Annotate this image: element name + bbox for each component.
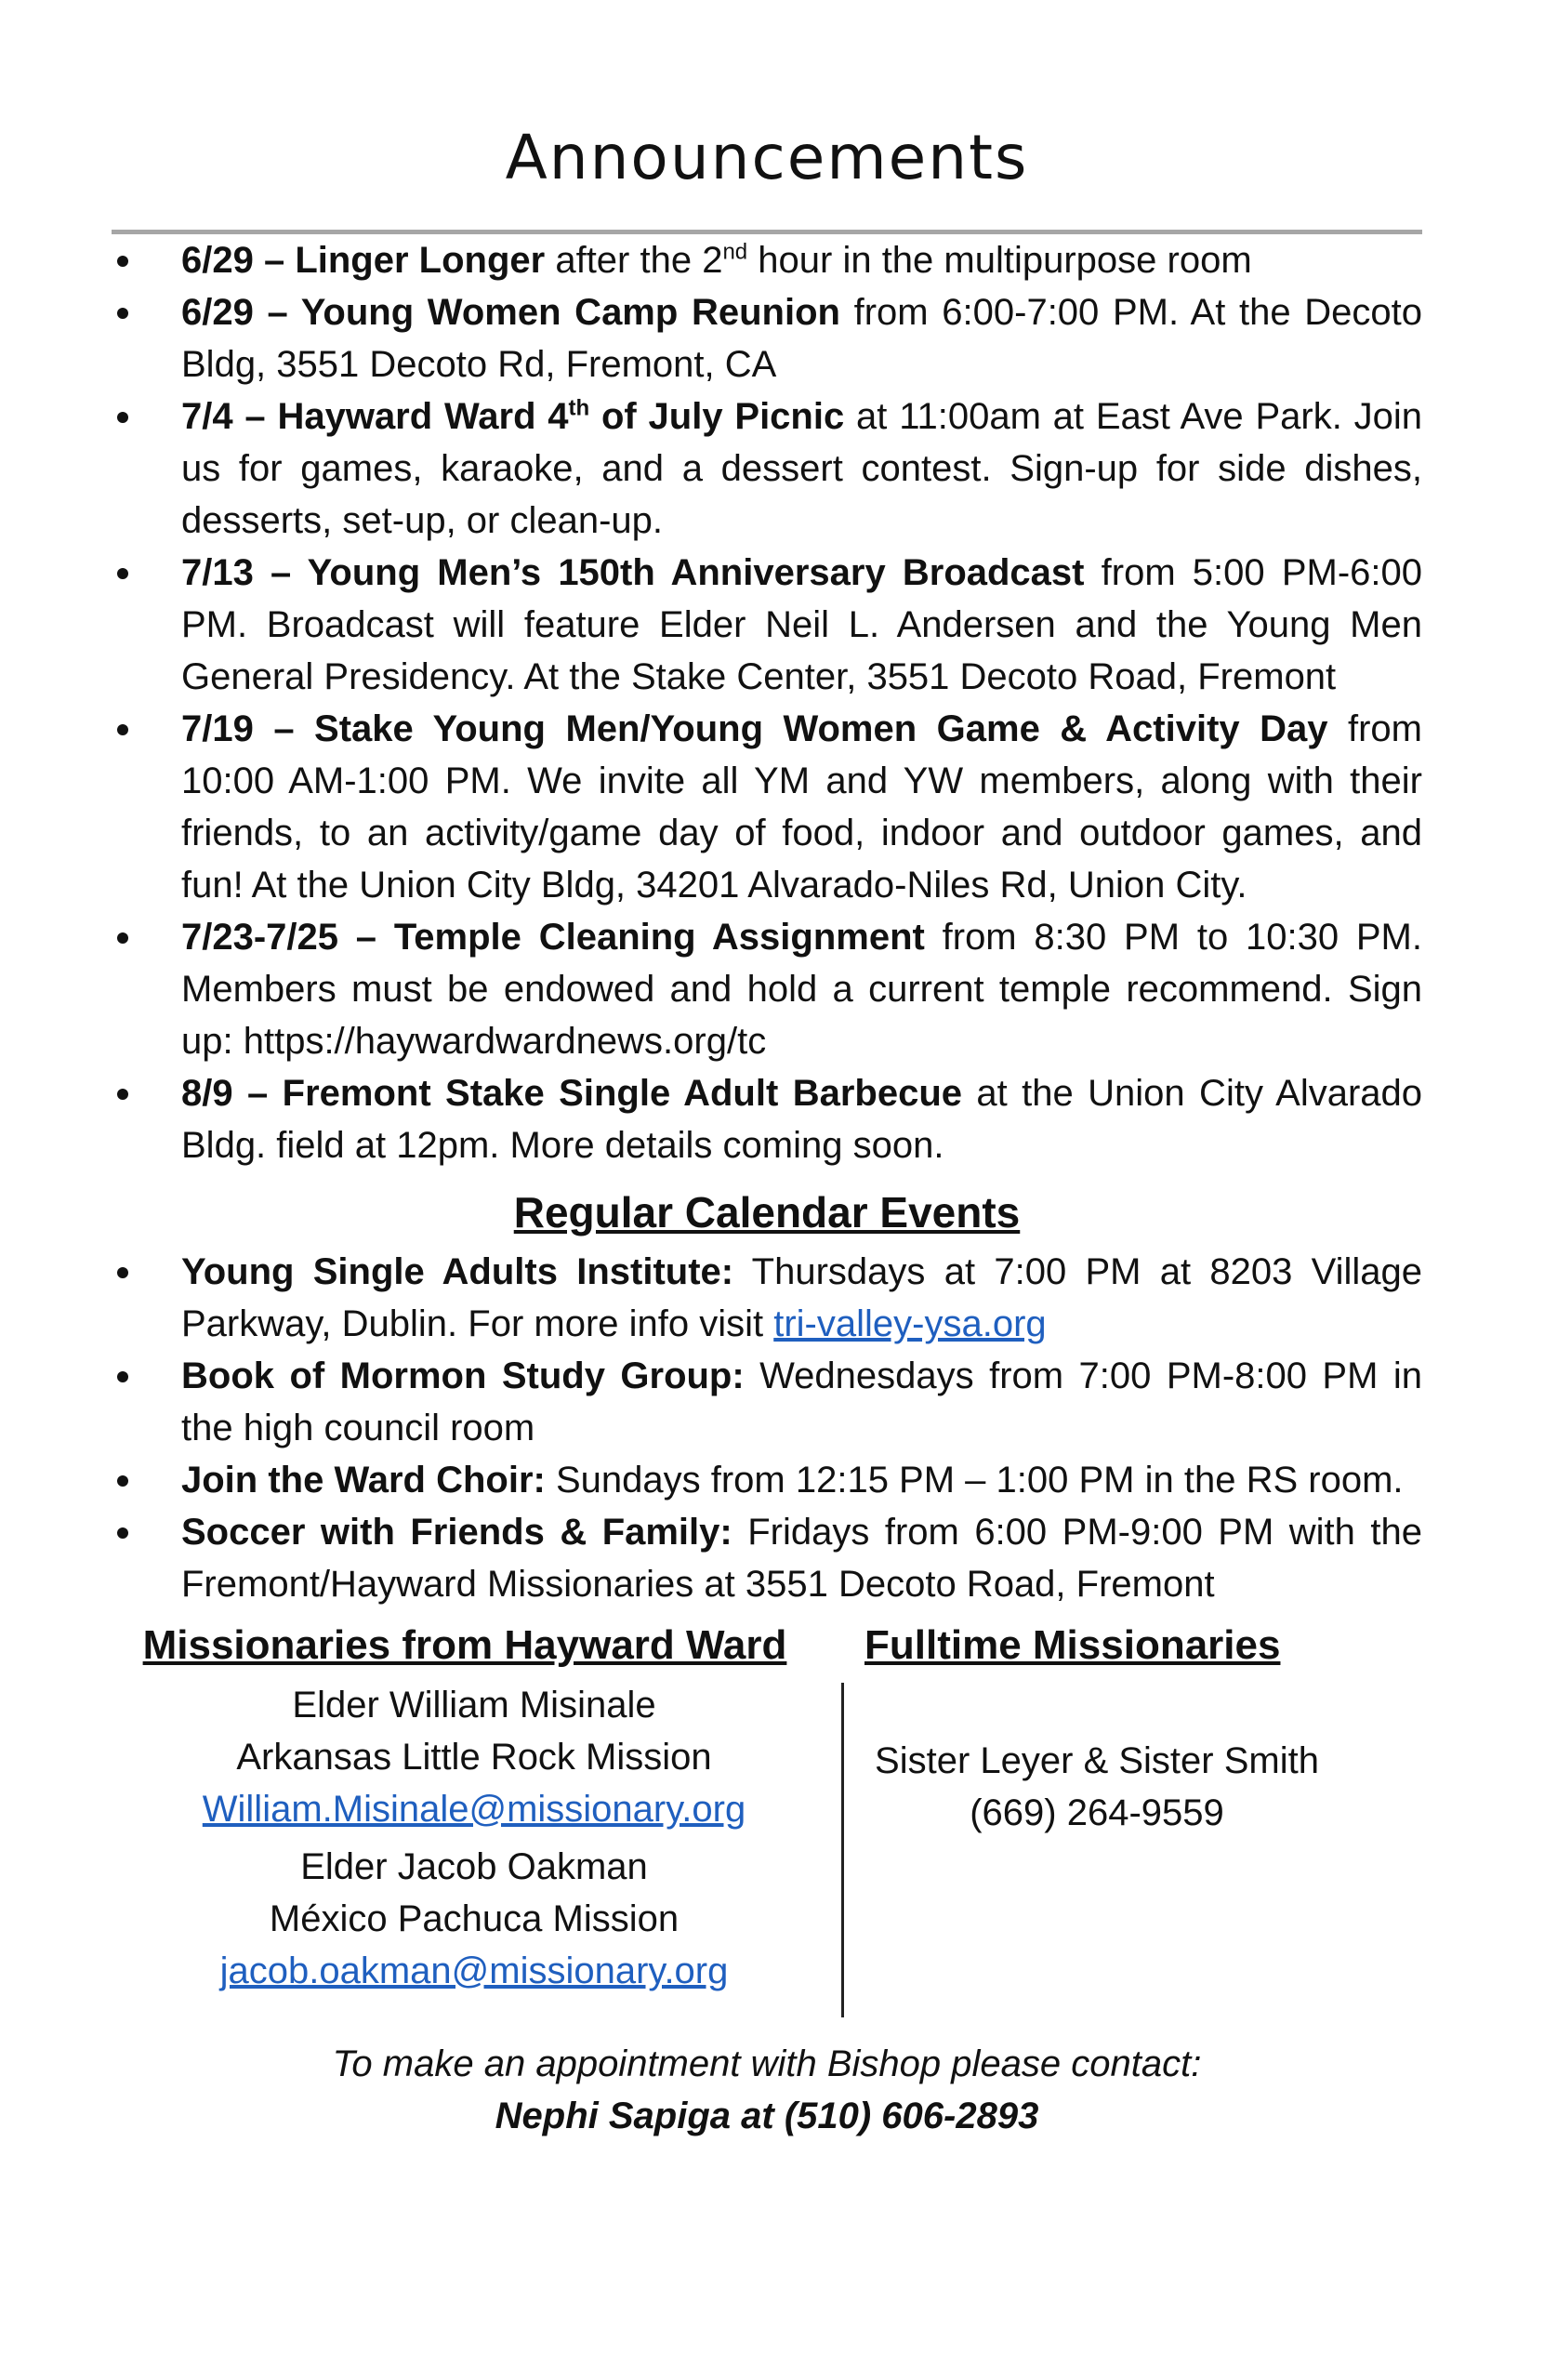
missionary-email-link[interactable]: William.Misinale@missionary.org	[202, 1789, 746, 1830]
announcement-item	[112, 286, 1422, 390]
event-text: Wednesdays from 7:00 PM-8:00 PM in the high council room	[181, 1355, 1422, 1448]
announcement-item	[112, 547, 1422, 703]
announcement-title: 7/13 – Young Men’s 150th Anniversary Broadcast	[181, 552, 1085, 593]
page-title: Announcements	[505, 122, 1029, 193]
missionary-entry	[112, 1841, 837, 1997]
announcement-title: 7/23-7/25 – Temple Cleaning Assignment	[181, 917, 925, 958]
announcement-text: from 5:00 PM-6:00 PM. Broadcast will feature Elder Neil L. Andersen and the Young Men General Presidency. At the Stake Center, 3551 Decoto Road, Fremont	[181, 552, 1422, 697]
announcement-text: at the Union City Alvarado Bldg. field at 12pm. More details coming soon.	[181, 1073, 1423, 1166]
regular-events-list	[112, 1246, 1422, 1610]
announcement-title: 6/29 – Linger Longer	[181, 240, 546, 281]
event-title: Soccer with Friends & Family:	[181, 1512, 732, 1553]
missionary-mission: Arkansas Little Rock Mission	[236, 1737, 712, 1778]
announcement-title: 7/4 – Hayward Ward 4th of July Picnic	[181, 395, 845, 437]
newsletter-page	[112, 0, 1422, 2142]
announcement-item	[112, 1067, 1422, 1171]
event-text: Sundays from 12:15 PM – 1:00 PM in the RS room.	[545, 1460, 1404, 1501]
missionaries-section	[112, 1618, 1422, 2017]
missionary-entry	[112, 1679, 837, 1835]
regular-event-item	[112, 1350, 1422, 1454]
announcement-text: hour in the multipurpose room	[747, 240, 1252, 281]
bishop-contact-line: To make an appointment with Bishop please contact:	[332, 2043, 1202, 2084]
bishop-contact-name: Nephi Sapiga at (510) 606-2893	[495, 2096, 1039, 2136]
regular-events-heading: Regular Calendar Events	[513, 1188, 1021, 1236]
regular-event-item	[112, 1246, 1422, 1350]
bishop-contact	[112, 2038, 1422, 2142]
announcement-item	[112, 390, 1422, 547]
regular-event-item	[112, 1506, 1422, 1610]
announcement-item: 6/29 – Linger Longer after the 2nd hour in the multipurpose room	[112, 234, 1422, 286]
ward-missionaries-column	[112, 1618, 837, 2003]
announcement-text: at 11:00am at East Ave Park. Join us for games, karaoke, and a dessert contest. Sign-up for side dishes, desserts, set-up, or clean-up.	[181, 396, 1423, 541]
missionary-email-link[interactable]: jacob.oakman@missionary.org	[219, 1950, 729, 1991]
fulltime-missionaries-phone: (669) 264-9559	[970, 1792, 1224, 1833]
fulltime-missionaries-names: Sister Leyer & Sister Smith	[875, 1740, 1319, 1781]
event-title: Book of Mormon Study Group:	[181, 1355, 745, 1396]
ysa-website-link[interactable]: tri-valley-ysa.org	[773, 1303, 1047, 1344]
announcements-list	[112, 234, 1422, 1171]
ward-missionaries-heading: Missionaries from Hayward Ward	[142, 1622, 787, 1668]
announcement-title: 7/19 – Stake Young Men/Young Women Game & Activity Day	[181, 708, 1328, 749]
announcement-text: from 8:30 PM to 10:30 PM. Members must be endowed and hold a current temple recommend. Sign up: https://haywardwardnews.org/tc	[181, 917, 1422, 1062]
event-text: Fridays from 6:00 PM-9:00 PM with the Fremont/Hayward Missionaries at 3551 Decoto Road, Fremont	[181, 1512, 1423, 1605]
missionary-mission: México Pachuca Mission	[269, 1898, 680, 1939]
event-text: Thursdays at 7:00 PM at 8203 Village Parkway, Dublin. For more info visit	[181, 1251, 1423, 1344]
event-title: Young Single Adults Institute:	[181, 1251, 734, 1292]
announcement-item	[112, 911, 1422, 1067]
fulltime-missionaries-column	[846, 1618, 1404, 1839]
fulltime-missionaries-heading: Fulltime Missionaries	[864, 1622, 1281, 1668]
missionary-name: Elder Jacob Oakman	[300, 1846, 648, 1887]
announcement-title: 8/9 – Fremont Stake Single Adult Barbecue	[181, 1073, 962, 1114]
announcement-text: from 10:00 AM-1:00 PM. We invite all YM and YW members, along with their friends, to an activity/game day of food, indoor and outdoor games, and fun! At the Union City Bldg, 34201 Alvarado-Niles Rd, Union City.	[181, 708, 1422, 906]
announcement-title: 6/29 – Young Women Camp Reunion	[181, 292, 840, 333]
regular-event-item	[112, 1454, 1422, 1506]
event-title: Join the Ward Choir:	[181, 1460, 546, 1501]
column-divider	[841, 1683, 844, 2017]
announcement-item	[112, 703, 1422, 911]
missionary-name: Elder William Misinale	[292, 1685, 656, 1726]
fulltime-missionaries-contact	[846, 1735, 1404, 1839]
announcement-text: from 6:00-7:00 PM. At the Decoto Bldg, 3551 Decoto Rd, Fremont, CA	[181, 292, 1422, 385]
